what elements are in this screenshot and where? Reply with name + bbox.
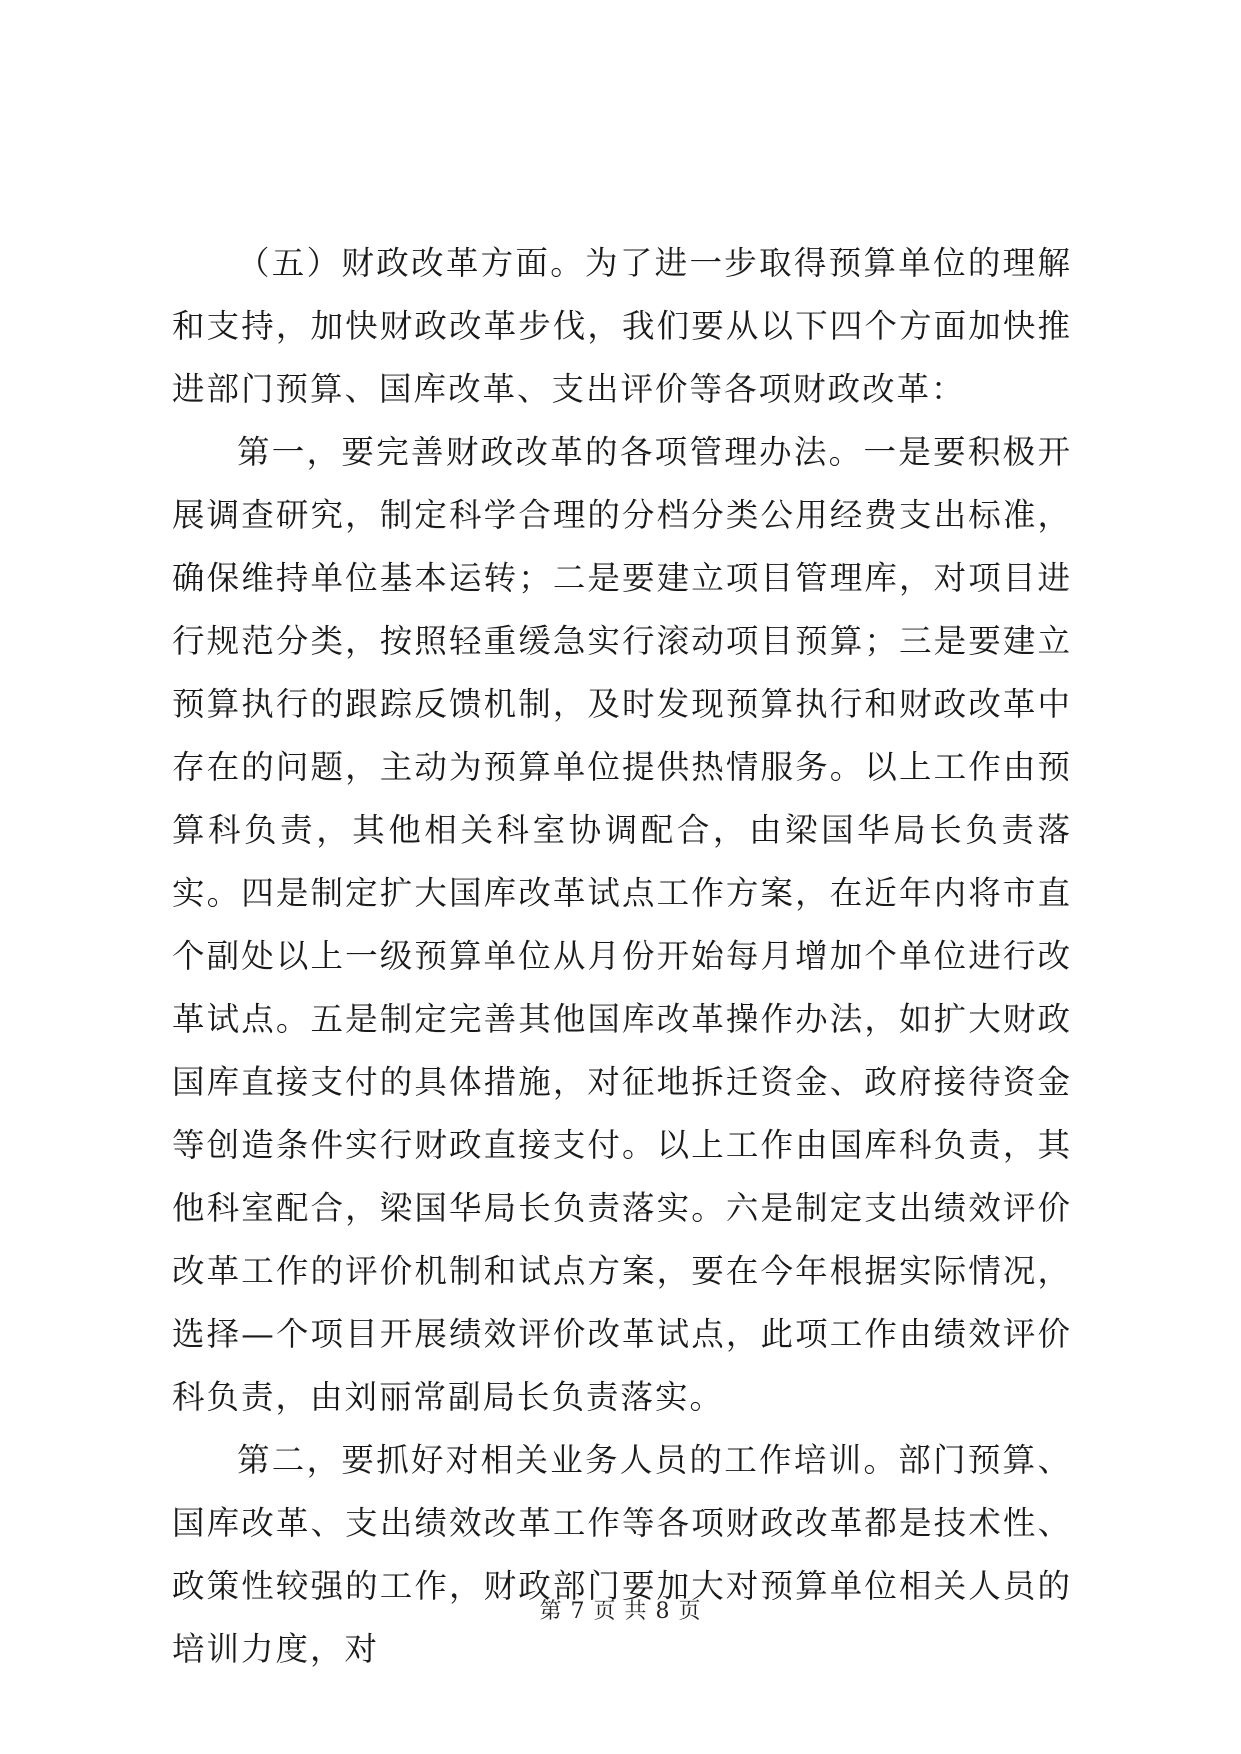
document-body	[172, 232, 1072, 1681]
paragraph-finance-reform-intro: （五）财政改革方面。为了进一步取得预算单位的理解和支持，加快财政改革步伐，我们要从以下四个方面加快推进部门预算、国库改革、支出评价等各项财政改革：	[172, 244, 1072, 408]
paragraph-first-measures: 第一，要完善财政改革的各项管理办法。一是要积极开展调查研究，制定科学合理的分档分类公用经费支出标准，确保维持单位基本运转；二是要建立项目管理库，对项目进行规范分类，按照轻重缓急实行滚动项目预算；三是要建立预算执行的跟踪反馈机制，及时发现预算执行和财政改革中存在的问题，主动为预算单位提供热情服务。以上工作由预算科负责，其他相关科室协调配合，由梁国华局长负责落实。四是制定扩大国库改革试点工作方案，在近年内将市直个副处以上一级预算单位从月份开始每月增加个单位进行改革试点。五是制定完善其他国库改革操作办法，如扩大财政国库直接支付的具体措施，对征地拆迁资金、政府接待资金等创造条件实行财政直接支付。以上工作由国库科负责，其他科室配合，梁国华局长负责落实。六是制定支出绩效评价改革工作的评价机制和试点方案，要在今年根据实际情况，选择—个项目开展绩效评价改革试点，此项工作由绩效评价科负责，由刘丽常副局长负责落实。	[172, 433, 1072, 1416]
paragraph-second-training: 第二，要抓好对相关业务人员的工作培训。部门预算、国库改革、支出绩效改革工作等各项财政改革都是技术性、政策性较强的工作，财政部门要加大对预算单位相关人员的培训力度，对	[172, 1441, 1072, 1668]
page-footer: 第 7 页 共 8 页	[539, 1599, 702, 1624]
